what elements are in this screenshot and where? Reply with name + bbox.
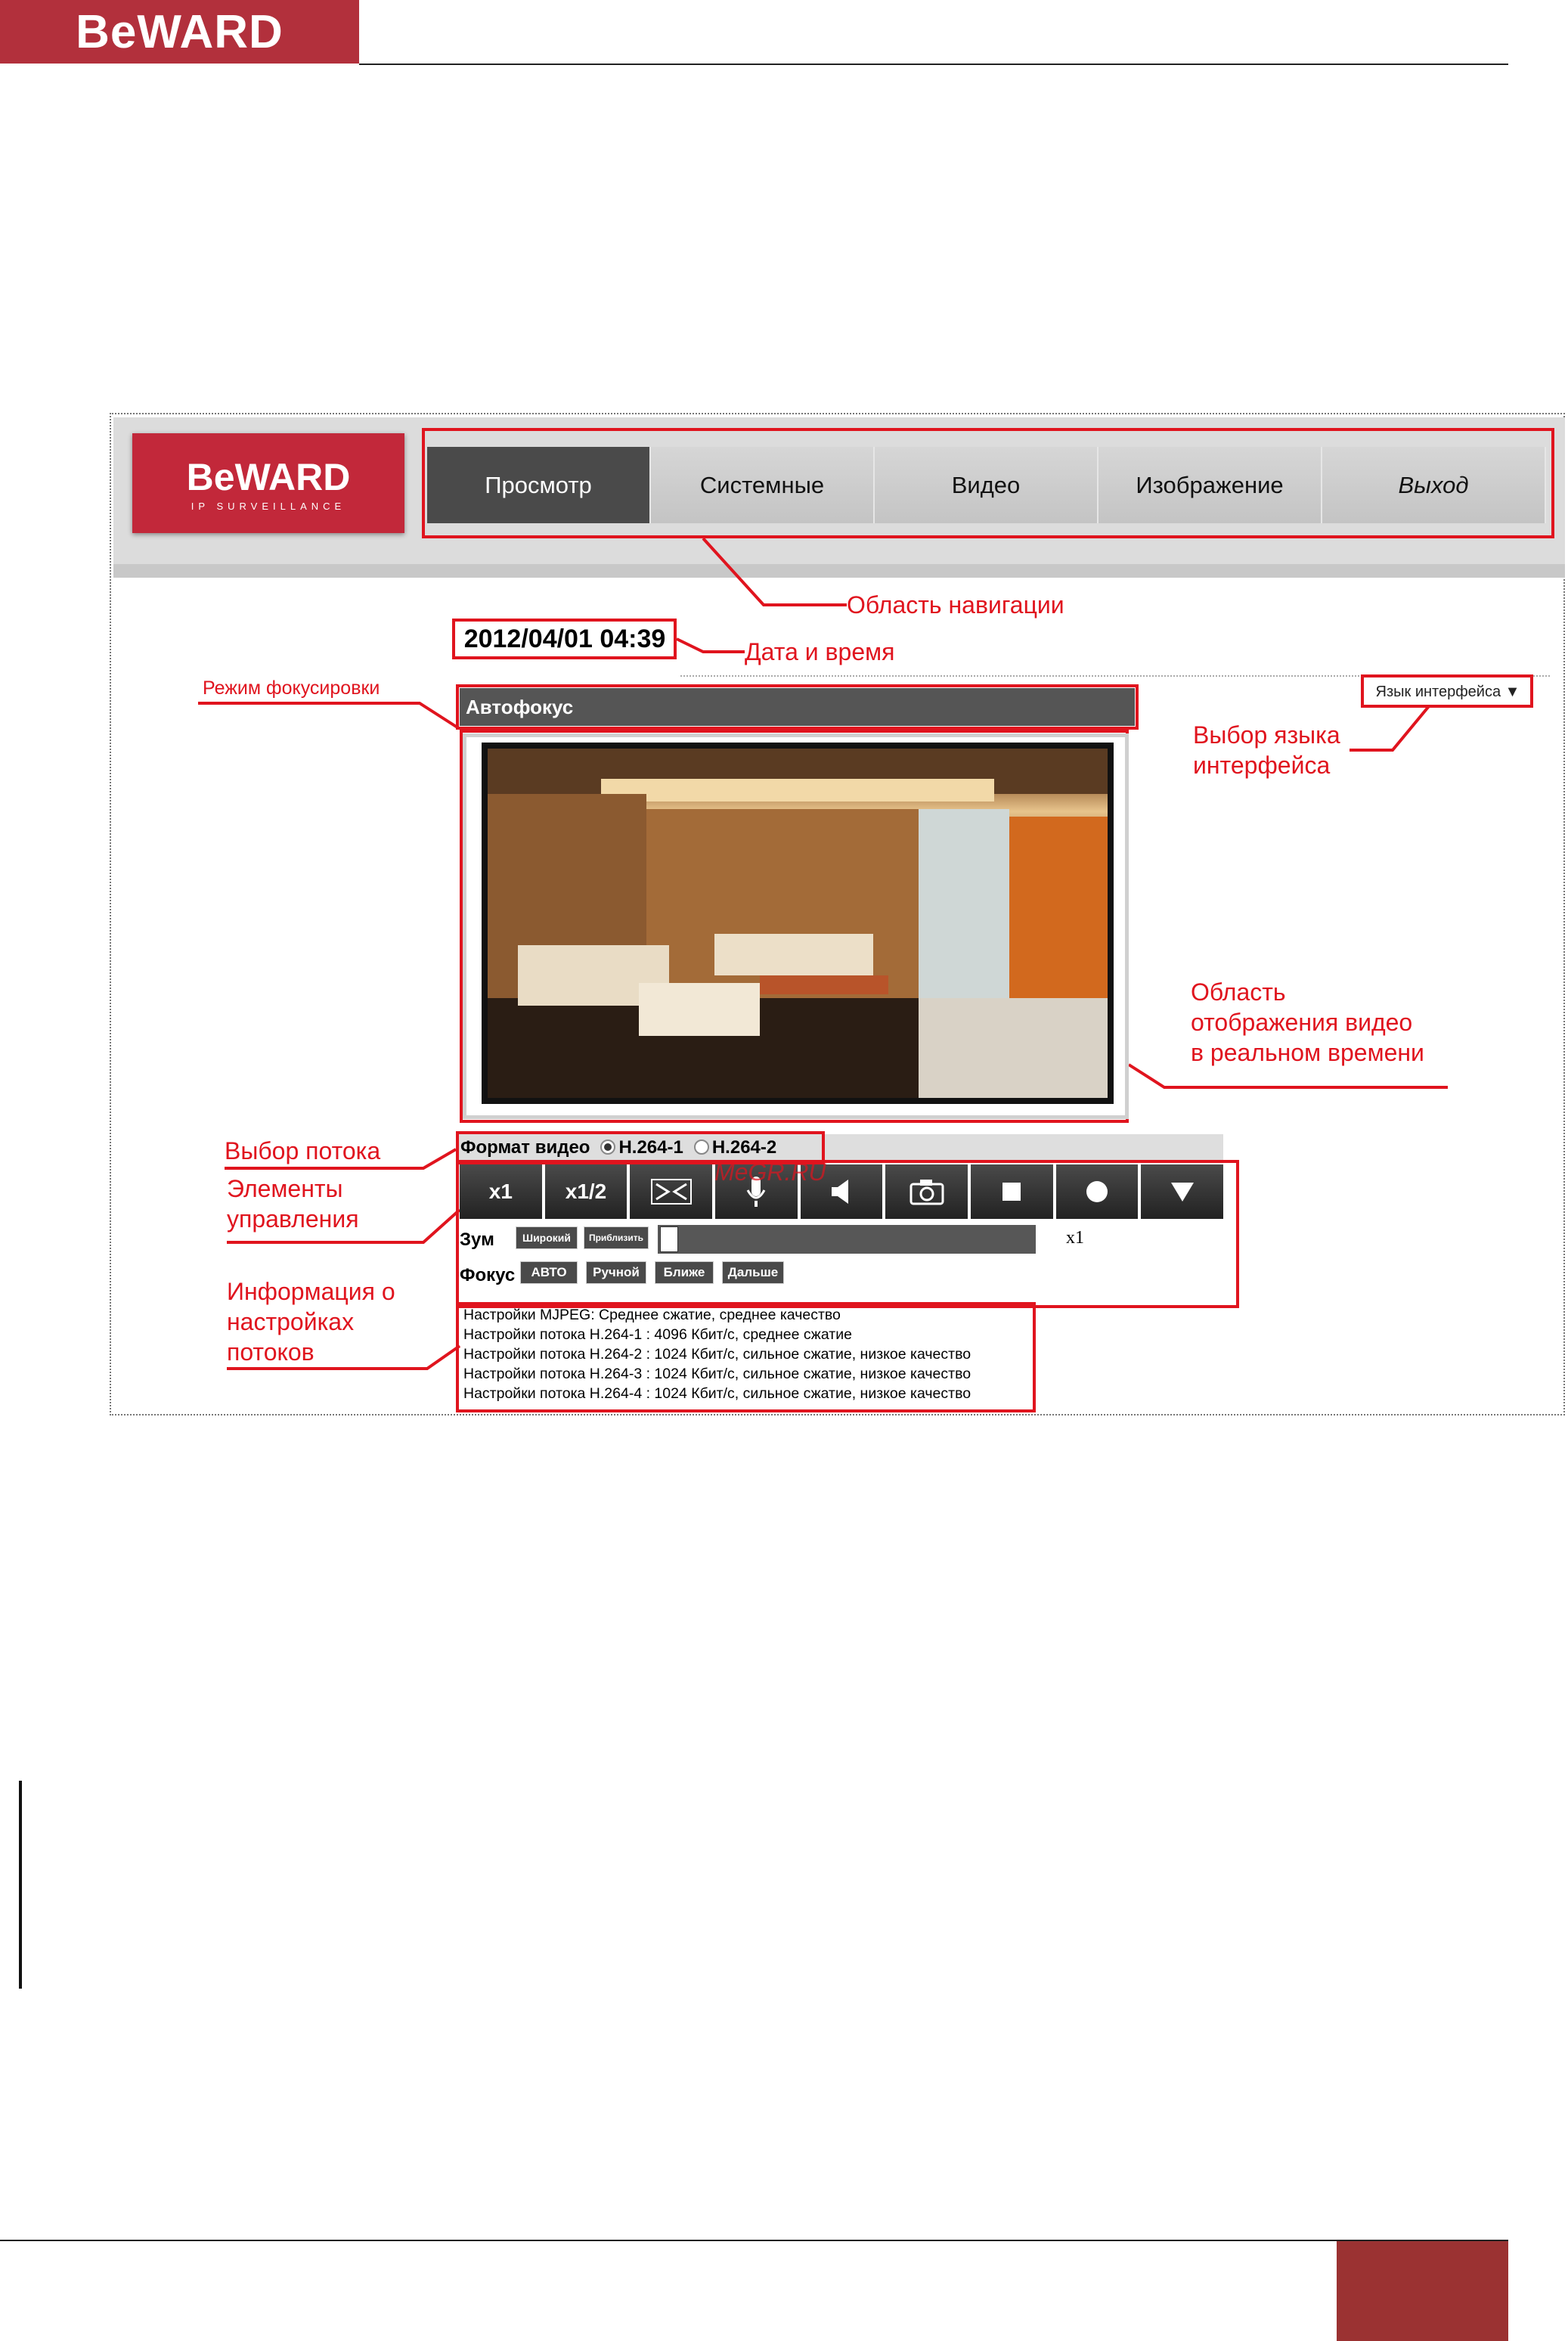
speaker-icon (829, 1177, 854, 1207)
annotation-label-language (1193, 720, 1340, 780)
annotation-label-nav: Область навигации (847, 591, 1064, 619)
nav-tab-logout[interactable]: Выход (1322, 447, 1546, 523)
annotation-label-stream-info (227, 1276, 395, 1367)
annotation-video-line3: в реальном времени (1191, 1039, 1424, 1066)
annotation-info-line2: настройках (227, 1308, 355, 1335)
annotation-label-controls (227, 1174, 359, 1234)
stream-option-h264-2-label: H.264-2 (711, 1137, 777, 1158)
annotation-video-line1: Область (1191, 978, 1286, 1006)
annotation-label-focus-mode: Режим фокусировки (203, 677, 380, 699)
nav-tab-image[interactable]: Изображение (1099, 447, 1322, 523)
snapshot-button[interactable] (885, 1164, 968, 1219)
nav-tab-video[interactable]: Видео (875, 447, 1099, 523)
zoom-label: Зум (460, 1229, 494, 1250)
watermark: MeGR.RU (714, 1158, 826, 1186)
zoom-value: x1 (1066, 1228, 1084, 1248)
stream-format-label: Формат видео (460, 1137, 590, 1158)
stream-info-line: Настройки потока H.264-4 : 1024 Кбит/с, сильное сжатие, низкое качество (463, 1385, 971, 1402)
annotation-language-line1: Выбор языка (1193, 721, 1340, 749)
focus-far-button[interactable]: Дальше (722, 1261, 784, 1284)
focus-label: Фокус (460, 1265, 516, 1285)
ui-logo-text: BeWARD (186, 455, 351, 498)
stream-option-h264-1-label: H.264-1 (618, 1137, 683, 1158)
stream-info-line: Настройки потока H.264-3 : 1024 Кбит/с, сильное сжатие, низкое качество (463, 1366, 971, 1382)
focus-mode-bar: Автофокус (460, 688, 1135, 726)
record-icon (1084, 1179, 1110, 1205)
ui-logo-subtitle: IP SURVEILLANCE (191, 500, 346, 512)
annotation-info-line3: потоков (227, 1338, 315, 1366)
annotation-info-line1: Информация о (227, 1278, 395, 1305)
stop-button[interactable] (971, 1164, 1053, 1219)
fit-screen-button[interactable] (630, 1164, 712, 1219)
zoom-tele-button[interactable]: Приблизить (584, 1226, 649, 1249)
live-video-view (488, 749, 1108, 1098)
annotation-label-datetime: Дата и время (745, 638, 895, 665)
page-brand-logo: BeWARD (0, 0, 359, 64)
camera-icon (908, 1177, 946, 1207)
nav-tab-system[interactable]: Системные (651, 447, 875, 523)
annotation-controls-line1: Элементы (227, 1175, 343, 1202)
language-select[interactable]: Язык интерфейса ▼ (1375, 683, 1520, 700)
zoom-wide-button[interactable]: Широкий (516, 1226, 578, 1249)
stream-info-line: Настройки MJPEG: Среднее сжатие, среднее качество (463, 1307, 841, 1323)
stream-info (463, 1305, 1030, 1403)
zoom-slider-handle[interactable] (660, 1226, 678, 1252)
annotation-video-line2: отображения видео (1191, 1009, 1413, 1036)
more-button[interactable] (1141, 1164, 1223, 1219)
stream-info-line: Настройки потока H.264-1 : 4096 Кбит/с, среднее сжатие (463, 1326, 852, 1343)
record-button[interactable] (1056, 1164, 1139, 1219)
annotation-box-language (1361, 674, 1533, 708)
annotation-language-line2: интерфейса (1193, 752, 1331, 779)
annotation-box-focus-mode (456, 684, 1139, 730)
fit-screen-icon (649, 1177, 694, 1207)
focus-auto-button[interactable]: АВТО (520, 1261, 578, 1284)
zoom-half-button[interactable]: x1/2 (545, 1164, 628, 1219)
nav-tab-view[interactable]: Просмотр (427, 447, 651, 523)
annotation-label-video (1191, 977, 1424, 1068)
video-scene (488, 749, 1108, 1098)
focus-manual-button[interactable]: Ручной (586, 1261, 646, 1284)
control-buttons (460, 1164, 1223, 1219)
annotation-controls-line2: управления (227, 1205, 359, 1233)
current-datetime: 2012/04/01 04:39 (463, 624, 666, 653)
annotation-label-stream: Выбор потока (225, 1137, 381, 1164)
stream-info-line: Настройки потока H.264-2 : 1024 Кбит/с, сильное сжатие, низкое качество (463, 1346, 971, 1363)
focus-near-button[interactable]: Ближе (655, 1261, 714, 1284)
zoom-slider-track[interactable] (658, 1225, 1036, 1254)
stop-icon (1000, 1180, 1023, 1203)
zoom-x1-button[interactable]: x1 (460, 1164, 542, 1219)
triangle-down-icon (1169, 1180, 1196, 1203)
